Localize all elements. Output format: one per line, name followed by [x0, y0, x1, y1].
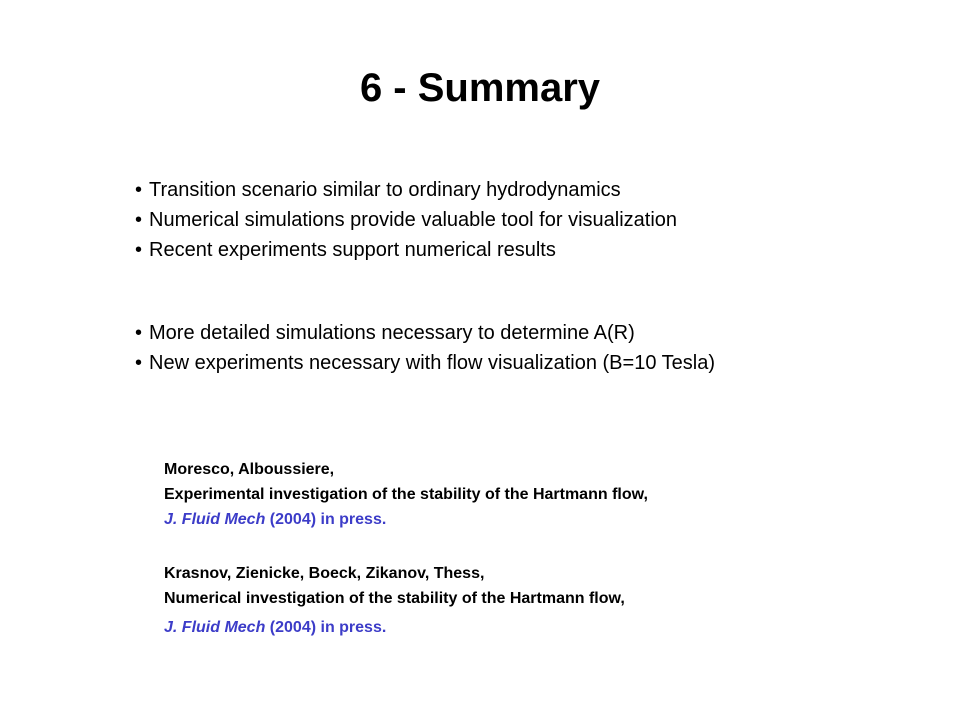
bullet-dot-icon: •	[135, 239, 143, 261]
reference-authors: Krasnov, Zienicke, Boeck, Zikanov, Thess,	[164, 565, 485, 582]
bullet-item	[135, 235, 677, 265]
reference-citation	[164, 615, 625, 640]
bullet-text: New experiments necessary with flow visualization (B=10 Tesla)	[149, 352, 715, 374]
reference-title: Experimental investigation of the stability of the Hartmann flow,	[164, 486, 648, 503]
bullet-text: More detailed simulations necessary to determine A(R)	[149, 322, 635, 344]
bullet-dot-icon: •	[135, 352, 143, 374]
reference-authors: Moresco, Alboussiere,	[164, 461, 335, 478]
reference-citation	[164, 507, 648, 532]
reference-journal: J. Fluid Mech	[164, 619, 266, 636]
reference-moresco	[164, 457, 648, 532]
bullet-list-outlook	[135, 318, 715, 378]
bullet-dot-icon: •	[135, 209, 143, 231]
bullet-item	[135, 318, 715, 348]
reference-journal: J. Fluid Mech	[164, 511, 266, 528]
reference-title: Numerical investigation of the stability of the Hartmann flow,	[164, 590, 625, 607]
bullet-item	[135, 175, 677, 205]
reference-krasnov	[164, 561, 625, 640]
reference-details: (2004) in press.	[269, 511, 387, 528]
bullet-dot-icon: •	[135, 322, 143, 344]
bullet-list-findings	[135, 175, 677, 265]
bullet-item	[135, 348, 715, 378]
bullet-item	[135, 205, 677, 235]
bullet-text: Recent experiments support numerical results	[149, 239, 556, 261]
bullet-text: Numerical simulations provide valuable tool for visualization	[149, 209, 678, 231]
slide-title: 6 - Summary	[359, 66, 601, 110]
bullet-dot-icon: •	[135, 179, 143, 201]
reference-details: (2004) in press.	[269, 619, 387, 636]
bullet-text: Transition scenario similar to ordinary hydrodynamics	[149, 179, 621, 201]
